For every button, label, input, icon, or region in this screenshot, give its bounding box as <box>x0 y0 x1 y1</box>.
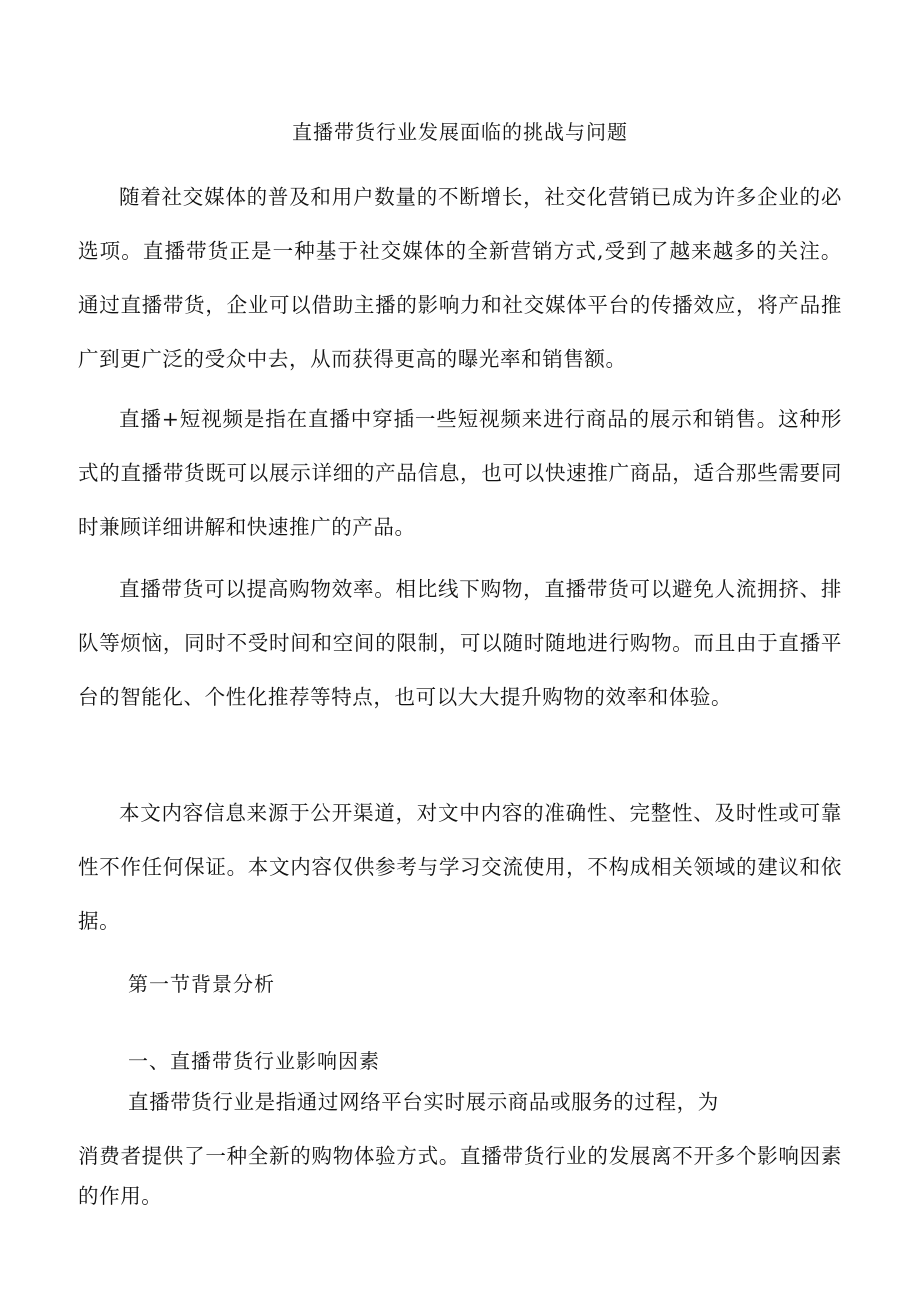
section-heading: 第一节背景分析 <box>128 972 275 996</box>
paragraph-industry-rest: 消费者提供了一种全新的购物体验方式。直播带货行业的发展离不开多个影响因素的作用。 <box>78 1144 842 1208</box>
paragraph-industry-first-line: 直播带货行业是指通过网络平台实时展示商品或服务的过程，为 <box>128 1090 719 1114</box>
document-title: 直播带货行业发展面临的挑战与问题 <box>292 120 628 144</box>
subsection-heading: 一、直播带货行业影响因素 <box>128 1049 380 1073</box>
paragraph-social-marketing: 随着社交媒体的普及和用户数量的不断增长，社交化营销已成为许多企业的必选项。直播带货正是一种基于社交媒体的全新营销方式,受到了越来越多的关注。通过直播带货，企业可以借助主播的影响力和社交媒体平台的传播效应，将产品推广到更广泛的受众中去，从而获得更高的曝光率和销售额。 <box>78 185 842 371</box>
paragraph-live-short-video: 直播+短视频是指在直播中穿插一些短视频来进行商品的展示和销售。这种形式的直播带货既可以展示详细的产品信息，也可以快速推广商品，适合那些需要同时兼顾详细讲解和快速推广的产品。 <box>78 407 842 539</box>
paragraph-shopping-efficiency: 直播带货可以提高购物效率。相比线下购物，直播带货可以避免人流拥挤、排队等烦恼，同时不受时间和空间的限制，可以随时随地进行购物。而且由于直播平台的智能化、个性化推荐等特点，也可以大大提升购物的效率和体验。 <box>78 577 842 709</box>
paragraph-disclaimer: 本文内容信息来源于公开渠道，对文中内容的准确性、完整性、及时性或可靠性不作任何保证。本文内容仅供参考与学习交流使用，不构成相关领域的建议和依据。 <box>78 801 842 933</box>
